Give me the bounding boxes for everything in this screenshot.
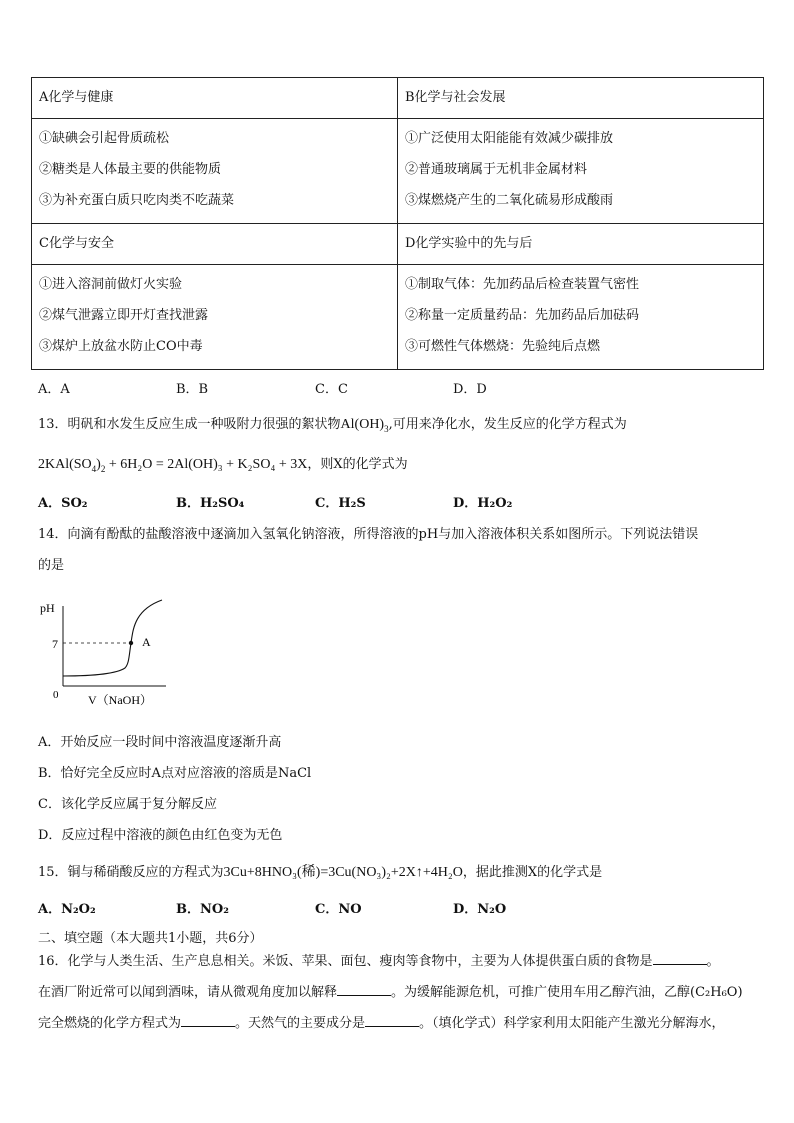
list-item: ①进入溶洞前做灯火实验 — [39, 277, 183, 292]
q12-option-b: B．B — [176, 382, 209, 397]
table-cell-a-head: A化学与健康 — [32, 78, 398, 119]
ph-curve-figure — [36, 592, 170, 712]
q16-line3: 完全燃烧的化学方程式为 。天然气的主要成分是 。（填化学式）科学家利用太阳能产生激光分解海水， — [38, 1016, 725, 1031]
q14-option-d: D．反应过程中溶液的颜色由红色变为无色 — [38, 828, 283, 843]
q12-table — [31, 77, 764, 370]
q14-option-b: B．恰好完全反应时A点对应溶液的溶质是NaCl — [38, 766, 312, 781]
answer-blank[interactable] — [365, 1014, 419, 1027]
list-item: ③可燃性气体燃烧：先验纯后点燃 — [405, 339, 601, 354]
section-heading: 二、填空题（本大题共1小题，共6分） — [38, 931, 263, 946]
table-cell-c-items — [32, 265, 398, 370]
q13-option-a: A．SO₂ — [38, 496, 88, 511]
list-item: ②糖类是人体最主要的供能物质 — [39, 162, 222, 177]
q13-option-c: C．H₂S — [315, 496, 366, 511]
table-cell-b-items — [398, 119, 764, 224]
q12-option-d: D．D — [453, 382, 487, 397]
point-a — [129, 641, 133, 645]
table-cell-c-head: C化学与安全 — [32, 224, 398, 265]
answer-blank[interactable] — [181, 1014, 235, 1027]
y-axis-label: pH — [40, 601, 55, 615]
q16-line1: 16．化学与人类生活、生产息息相关。米饭、苹果、面包、瘦肉等食物中，主要为人体提供蛋白质的食物是 。 — [38, 954, 720, 969]
list-item: ①缺碘会引起骨质疏松 — [39, 131, 170, 146]
table-cell-d-head: D化学实验中的先与后 — [398, 224, 764, 265]
x-axis-label: V（NaOH） — [88, 693, 152, 707]
origin-label: 0 — [53, 689, 59, 701]
list-item: ②普通玻璃属于无机非金属材料 — [405, 162, 588, 177]
answer-blank[interactable] — [653, 952, 707, 965]
q15-option-c: C．NO — [315, 902, 362, 917]
list-item: ②煤气泄露立即开灯查找泄露 — [39, 308, 209, 323]
q15-option-d: D．N₂O — [453, 902, 507, 917]
q15-equation: 3Cu+8HNO₃(稀)=3Cu(NO₃)₂+2X↑+4H₂O — [223, 865, 463, 880]
q14-stem-line2: 的是 — [38, 558, 65, 573]
list-item: ②称量一定质量药品：先加药品后加砝码 — [405, 308, 640, 323]
y-tick-7: 7 — [52, 637, 58, 651]
list-item: ③为补充蛋白质只吃肉类不吃蔬菜 — [39, 193, 235, 208]
q13-floc-formula: $Al(OH)_3$ — [340, 417, 389, 434]
q14-stem-line1: 14．向滴有酚酞的盐酸溶液中逐滴加入氢氧化钠溶液，所得溶液的pH与加入溶液体积关系如图所示。下列说法错误 — [38, 527, 699, 542]
list-item: ③煤燃烧产生的二氧化硫易形成酸雨 — [405, 193, 614, 208]
q14-option-a: A．开始反应一段时间中溶液温度逐渐升高 — [38, 735, 282, 750]
list-item: ①制取气体：先加药品后检查装置气密性 — [405, 277, 640, 292]
list-item: ③煤炉上放盆水防止CO中毒 — [39, 339, 203, 354]
q16-line2: 在酒厂附近常可以闻到酒味，请从微观角度加以解释 。为缓解能源危机，可推广使用车用乙醇汽油，乙醇(C₂H₆O) — [38, 985, 743, 1000]
list-item: ①广泛使用太阳能能有效减少碳排放 — [405, 131, 614, 146]
q15-option-a: A．N₂O₂ — [38, 902, 96, 917]
q14-option-c: C．该化学反应属于复分解反应 — [38, 797, 217, 812]
q15-option-b: B．NO₂ — [176, 902, 229, 917]
table-cell-b-head: B化学与社会发展 — [398, 78, 764, 119]
q13-equation: $2KAl(SO_4)_2 + 6H_2O = 2Al(OH)_3 + K_2SO_4 + 3X$，则X的化学式为 — [38, 457, 408, 474]
q13-stem: 13．明矾和水发生反应生成一种吸附力很强的絮状物$Al(OH)_3$,可用来净化水，发生反应的化学方程式为 — [38, 417, 627, 434]
q12-option-c: C．C — [315, 382, 348, 397]
table-cell-a-items — [32, 119, 398, 224]
point-a-label: A — [142, 635, 151, 649]
table-cell-d-items — [398, 265, 764, 370]
answer-blank[interactable] — [337, 983, 391, 996]
q13-option-b: B．H₂SO₄ — [176, 496, 245, 511]
q12-option-a: A．A — [38, 382, 70, 397]
q15-stem: 15．铜与稀硝酸反应的方程式为3Cu+8HNO₃(稀)=3Cu(NO₃)₂+2X↑+4H₂O，据此推测X的化学式是 — [38, 865, 603, 880]
q13-option-d: D．H₂O₂ — [453, 496, 513, 511]
